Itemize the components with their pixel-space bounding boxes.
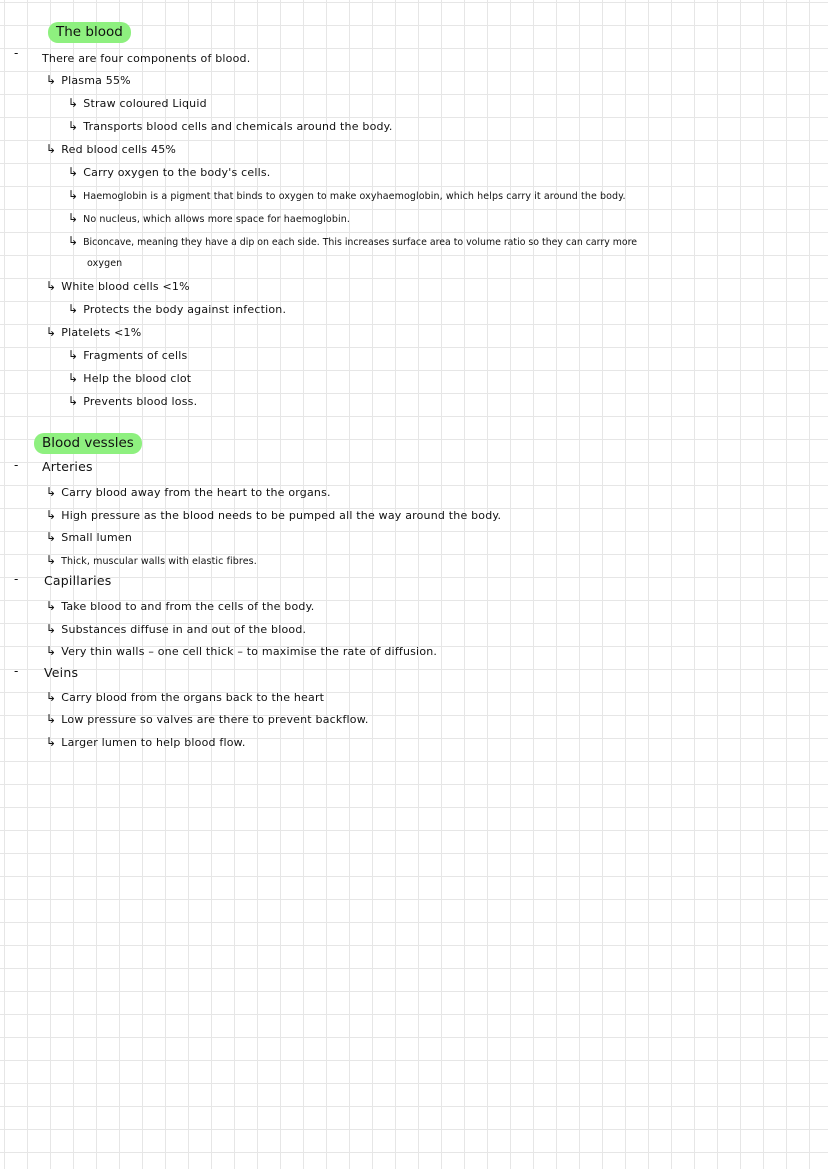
arrow-icon: ↳ <box>68 165 79 179</box>
veins-label: Veins <box>44 665 79 680</box>
arrow-icon: ↳ <box>46 142 57 156</box>
list-item: ↳ Very thin walls – one cell thick – to maximise the rate of diffusion. <box>46 644 438 658</box>
list-item: ↳ Help the blood clot <box>68 371 192 385</box>
list-item: ↳ Small lumen <box>46 530 132 544</box>
arrow-icon: ↳ <box>68 188 79 202</box>
list-item: ↳ Larger lumen to help blood flow. <box>46 735 246 749</box>
bullet-dash: - <box>14 458 19 472</box>
section-heading-vessels: Blood vessles <box>34 433 142 454</box>
list-item: ↳ Haemoglobin is a pigment that binds to oxygen to make oxyhaemoglobin, which helps carry it around the body. <box>68 188 626 202</box>
arrow-icon: ↳ <box>68 302 79 316</box>
list-item: ↳ Transports blood cells and chemicals around the body. <box>68 119 393 133</box>
list-item: ↳ Prevents blood loss. <box>68 394 198 408</box>
arrow-icon: ↳ <box>68 234 79 248</box>
list-item: ↳ Thick, muscular walls with elastic fibres. <box>46 553 257 567</box>
intro-text: There are four components of blood. <box>42 52 251 65</box>
arrow-icon: ↳ <box>68 96 79 110</box>
list-item-continuation: oxygen <box>87 258 123 269</box>
arrow-icon: ↳ <box>68 119 79 133</box>
capillaries-label: Capillaries <box>44 573 112 588</box>
section-heading-blood: The blood <box>48 22 131 43</box>
arrow-icon: ↳ <box>46 735 57 749</box>
list-item: ↳ Fragments of cells <box>68 348 188 362</box>
arrow-icon: ↳ <box>46 644 57 658</box>
arrow-icon: ↳ <box>46 485 57 499</box>
arrow-icon: ↳ <box>46 599 57 613</box>
list-item: ↳ Carry blood from the organs back to the heart <box>46 690 325 704</box>
arrow-icon: ↳ <box>46 73 57 87</box>
list-item: ↳ Biconcave, meaning they have a dip on each side. This increases surface area to volume ratio so they can carry more <box>68 234 638 248</box>
bullet-dash: - <box>14 664 19 678</box>
list-item: ↳ Straw coloured Liquid <box>68 96 207 110</box>
list-item: ↳ Take blood to and from the cells of the body. <box>46 599 315 613</box>
arrow-icon: ↳ <box>46 553 57 567</box>
arrow-icon: ↳ <box>68 211 79 225</box>
arrow-icon: ↳ <box>68 394 79 408</box>
arrow-icon: ↳ <box>46 508 57 522</box>
arrow-icon: ↳ <box>46 530 57 544</box>
list-item: ↳ High pressure as the blood needs to be pumped all the way around the body. <box>46 508 502 522</box>
list-item: ↳ No nucleus, which allows more space for haemoglobin. <box>68 211 350 225</box>
list-item: ↳ Low pressure so valves are there to prevent backflow. <box>46 712 369 726</box>
bullet-dash: - <box>14 572 19 586</box>
plasma-label: ↳ Plasma 55% <box>46 73 131 87</box>
red-cells-label: ↳ Red blood cells 45% <box>46 142 177 156</box>
bullet-dash: - <box>14 46 19 60</box>
list-item: ↳ Carry oxygen to the body's cells. <box>68 165 271 179</box>
arrow-icon: ↳ <box>68 371 79 385</box>
white-cells-label: ↳ White blood cells <1% <box>46 279 190 293</box>
platelets-label: ↳ Platelets <1% <box>46 325 142 339</box>
arrow-icon: ↳ <box>46 712 57 726</box>
arrow-icon: ↳ <box>46 622 57 636</box>
arrow-icon: ↳ <box>46 690 57 704</box>
list-item: ↳ Protects the body against infection. <box>68 302 287 316</box>
arteries-label: Arteries <box>42 459 93 474</box>
list-item: ↳ Substances diffuse in and out of the blood. <box>46 622 307 636</box>
arrow-icon: ↳ <box>46 279 57 293</box>
list-item: ↳ Carry blood away from the heart to the organs. <box>46 485 331 499</box>
arrow-icon: ↳ <box>46 325 57 339</box>
arrow-icon: ↳ <box>68 348 79 362</box>
